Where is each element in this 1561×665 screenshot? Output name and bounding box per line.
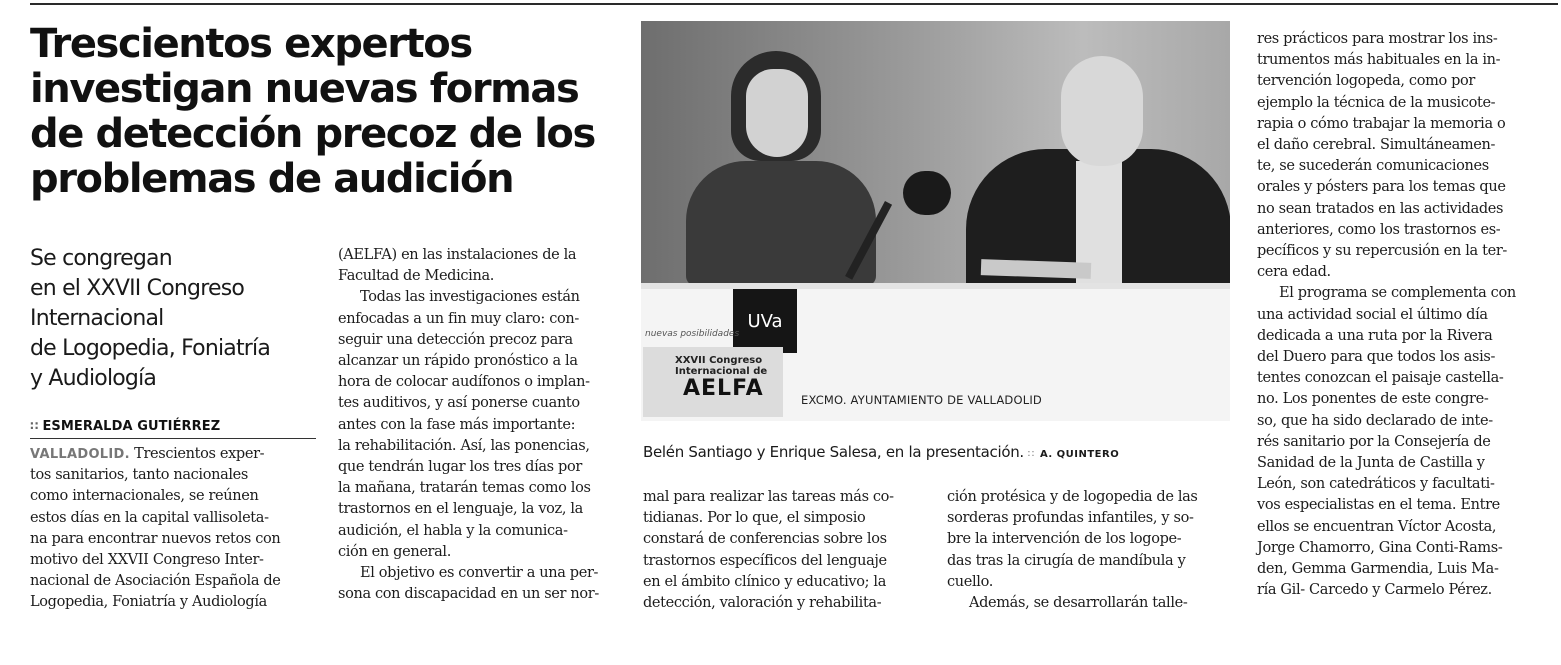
woman-face-shape bbox=[746, 69, 808, 157]
photo-credit: A. QUINTERO bbox=[1039, 449, 1120, 460]
text-line: como internacionales, se reúnen bbox=[30, 488, 259, 505]
text-line: detección, valoración y rehabilita- bbox=[643, 595, 882, 612]
text-line: tentes conozcan el paisaje castella- bbox=[1257, 370, 1504, 387]
press-photo bbox=[641, 21, 1230, 421]
headline-line: investigan nuevas formas bbox=[30, 66, 579, 112]
text-line: tos sanitarios, tanto nacionales bbox=[30, 467, 248, 484]
text-line: alcanzar un rápido pronóstico a la bbox=[338, 353, 578, 370]
text-line: audición, el habla y la comunica- bbox=[338, 522, 568, 539]
subhead-line: Internacional bbox=[30, 306, 164, 331]
text-line: sorderas profundas infantiles, y so- bbox=[947, 510, 1194, 527]
article-column-2 bbox=[338, 245, 628, 605]
text-line: orales y pósters para los temas que bbox=[1257, 179, 1506, 196]
text-line: dedicada a una ruta por la Rivera bbox=[1257, 327, 1493, 344]
headline-line: Trescientos expertos bbox=[30, 21, 472, 67]
text-line: la rehabilitación. Así, las ponencias, bbox=[338, 437, 590, 454]
text-line: no sean tratados en las actividades bbox=[1257, 200, 1504, 217]
text-line: del Duero para que todos los asis- bbox=[1257, 349, 1496, 366]
text-line: Jorge Chamorro, Gina Conti-Rams- bbox=[1257, 539, 1503, 556]
text-line: ción en general. bbox=[338, 543, 451, 560]
congress-title-line: Internacional de bbox=[675, 366, 768, 377]
text-line: so, que ha sido declarado de inte- bbox=[1257, 412, 1493, 429]
text-line: no. Los ponentes de este congre- bbox=[1257, 391, 1489, 408]
text-line: tes auditivos, y así ponerse cuanto bbox=[338, 395, 580, 412]
top-rule bbox=[30, 3, 1558, 5]
text-line: nacional de Asociación Española de bbox=[30, 573, 281, 590]
text-line: Además, se desarrollarán talle- bbox=[969, 595, 1188, 612]
text-line: seguir una detección precoz para bbox=[338, 331, 573, 348]
headline bbox=[30, 22, 600, 202]
text-line bbox=[30, 444, 320, 465]
text-line: trastornos en el lenguaje, la voz, la bbox=[338, 501, 583, 518]
text-line: sona con discapacidad en un ser nor- bbox=[338, 586, 599, 603]
text-line: bre la intervención de los logope- bbox=[947, 531, 1182, 548]
text-line: Todas las investigaciones están bbox=[360, 289, 580, 306]
subheadline bbox=[30, 244, 330, 394]
text-line: cera edad. bbox=[1257, 264, 1331, 281]
text-line: ejemplo la técnica de la musicote- bbox=[1257, 94, 1496, 111]
subhead-line: y Audiología bbox=[30, 366, 157, 391]
subhead-line: Se congregan bbox=[30, 246, 172, 271]
text-line: (AELFA) en las instalaciones de la bbox=[338, 247, 577, 263]
banner-tagline: nuevas posibilidades bbox=[645, 329, 740, 339]
man-head-shape bbox=[1061, 56, 1143, 166]
text-line: en el ámbito clínico y educativo; la bbox=[643, 573, 886, 590]
credit-marker-icon: ∷ bbox=[1027, 449, 1034, 460]
text-line: den, Gemma Garmendia, Luis Ma- bbox=[1257, 561, 1499, 578]
text-line: que tendrán lugar los tres días por bbox=[338, 459, 582, 476]
text-line: la mañana, tratarán temas como los bbox=[338, 480, 591, 497]
text-line: hora de colocar audífonos o implan- bbox=[338, 374, 590, 391]
microphone-icon bbox=[903, 171, 951, 215]
text-line: Logopedia, Foniatría y Audiología bbox=[30, 594, 267, 611]
text-line: ellos se encuentran Víctor Acosta, bbox=[1257, 518, 1497, 535]
text-line: una actividad social el último día bbox=[1257, 306, 1488, 323]
text-line: el daño cerebral. Simultáneamen- bbox=[1257, 137, 1496, 154]
byline bbox=[30, 419, 316, 439]
subhead-line: de Logopedia, Foniatría bbox=[30, 336, 271, 361]
text-line: pecíficos y su repercusión en la ter- bbox=[1257, 243, 1507, 260]
text-line: trumentos más habituales en la in- bbox=[1257, 52, 1501, 69]
text-line: na para encontrar nuevos retos con bbox=[30, 530, 281, 547]
uva-logo: UVa bbox=[733, 289, 797, 353]
text-line: das tras la cirugía de mandíbula y bbox=[947, 552, 1186, 569]
article-column-3 bbox=[643, 487, 933, 614]
text-line: ción protésica y de logopedia de las bbox=[947, 489, 1198, 505]
banner-text: EXCMO. AYUNTAMIENTO DE VALLADOLID bbox=[801, 393, 1042, 407]
text-line: León, son catedráticos y facultati- bbox=[1257, 476, 1495, 493]
text-line: cuello. bbox=[947, 573, 993, 590]
article-column-4 bbox=[947, 487, 1237, 614]
text-line: rapia o cómo trabajar la memoria o bbox=[1257, 115, 1506, 132]
text-fragment: Trescientos exper- bbox=[129, 446, 265, 462]
text-line: Sanidad de la Junta de Castilla y bbox=[1257, 455, 1485, 472]
text-line: Facultad de Medicina. bbox=[338, 268, 495, 285]
text-line: anteriores, como los trastornos es- bbox=[1257, 221, 1501, 238]
aelfa-logo: AELFA bbox=[683, 376, 764, 401]
congress-title bbox=[675, 355, 767, 377]
text-line: antes con la fase más importante: bbox=[338, 416, 576, 433]
photo-caption bbox=[643, 443, 1119, 461]
woman-figure bbox=[686, 161, 876, 286]
text-line: vos especialistas en el tema. Entre bbox=[1257, 497, 1500, 514]
dateline: VALLADOLID. bbox=[30, 447, 130, 462]
headline-line: de detección precoz de los bbox=[30, 111, 595, 157]
headline-line: problemas de audición bbox=[30, 156, 514, 202]
text-line: trastornos específicos del lenguaje bbox=[643, 552, 887, 569]
text-line: te, se sucederán comunicaciones bbox=[1257, 158, 1489, 175]
text-line: rés sanitario por la Consejería de bbox=[1257, 433, 1491, 450]
congress-title-line: XXVII Congreso bbox=[675, 355, 763, 366]
text-line: El objetivo es convertir a una per- bbox=[360, 565, 599, 582]
text-line: res prácticos para mostrar los ins- bbox=[1257, 31, 1498, 47]
text-line: tidianas. Por lo que, el simposio bbox=[643, 510, 866, 527]
byline-marker-icon: ∷ bbox=[30, 419, 39, 433]
text-line: motivo del XXVII Congreso Inter- bbox=[30, 552, 264, 569]
text-line: tervención logopeda, como por bbox=[1257, 73, 1476, 90]
article-column-1 bbox=[30, 444, 320, 614]
text-line: El programa se complementa con bbox=[1279, 285, 1516, 302]
text-line: ría Gil- Carcedo y Carmelo Pérez. bbox=[1257, 582, 1492, 599]
article-column-5 bbox=[1257, 29, 1547, 601]
caption-text: Belén Santiago y Enrique Salesa, en la presentación. bbox=[643, 443, 1024, 461]
text-line: enfocadas a un fin muy claro: con- bbox=[338, 310, 579, 327]
text-line: mal para realizar las tareas más co- bbox=[643, 489, 894, 505]
text-line: estos días en la capital vallisoleta- bbox=[30, 509, 269, 526]
text-line: constará de conferencias sobre los bbox=[643, 531, 887, 548]
author-name: ESMERALDA GUTIÉRREZ bbox=[42, 419, 221, 434]
subhead-line: en el XXVII Congreso bbox=[30, 276, 245, 301]
